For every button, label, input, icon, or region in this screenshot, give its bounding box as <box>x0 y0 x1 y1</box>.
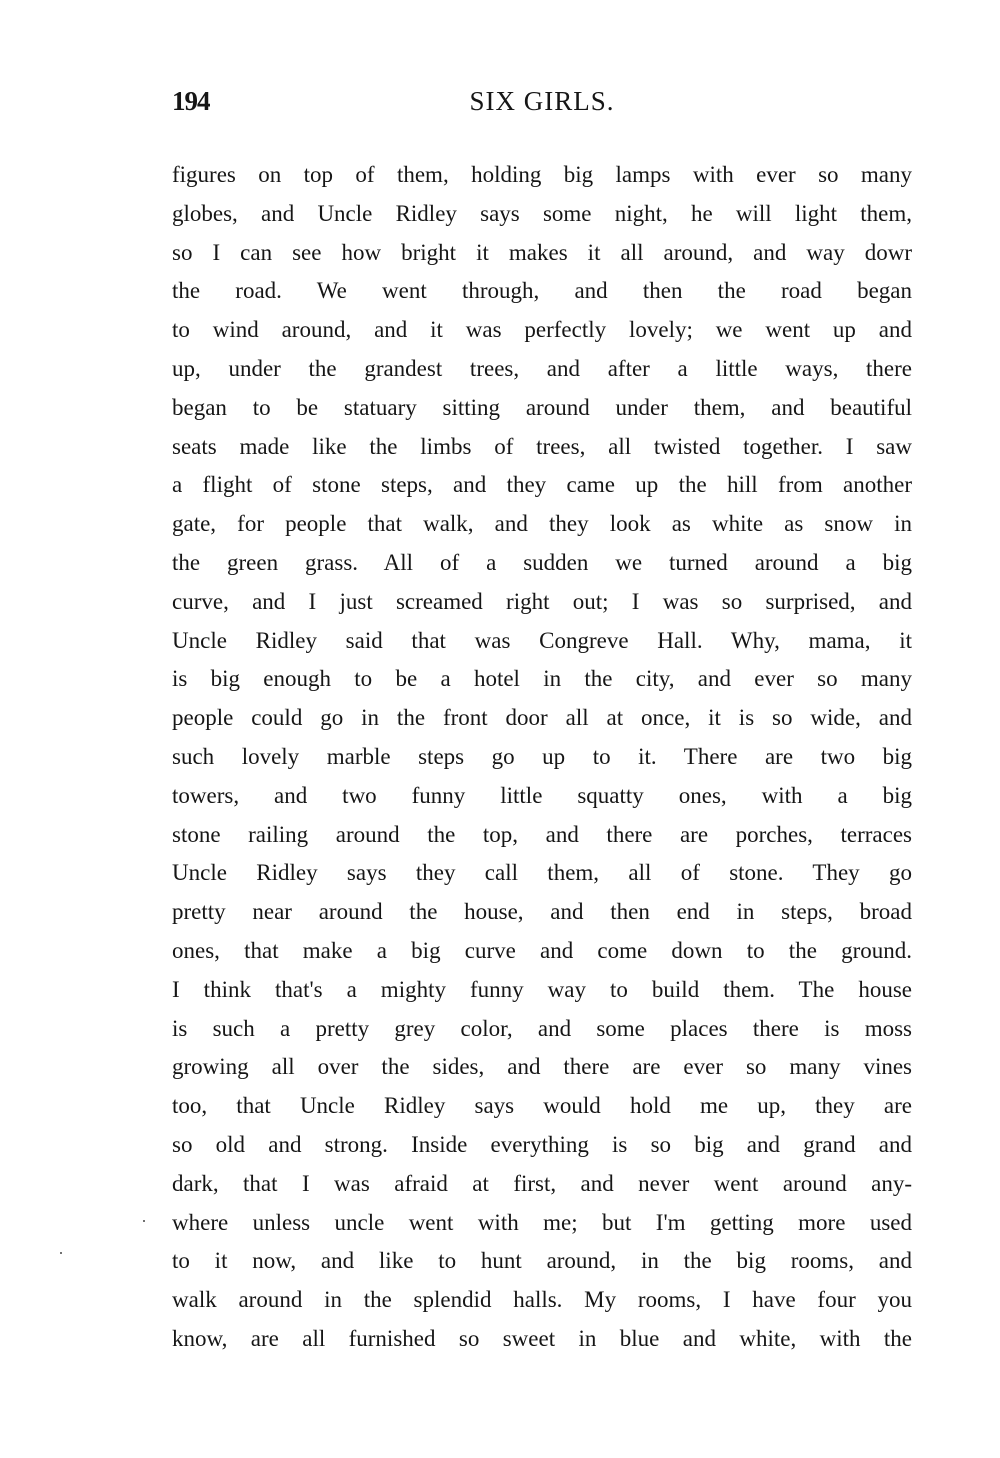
text-line: stone railing around the top, and there are porches, terraces <box>172 821 912 847</box>
text-line: to wind around, and it was perfectly lovely; we went up and <box>172 317 912 343</box>
text-line: Uncle Ridley says they call them, all of stone. They go <box>172 860 912 886</box>
text-line: figures on top of them, holding big lamps with ever so many <box>172 162 912 187</box>
page-header <box>172 86 912 130</box>
body-text <box>172 156 912 1359</box>
text-line: curve, and I just screamed right out; I was so surprised, and <box>172 588 912 614</box>
running-head: SIX GIRLS. <box>469 86 615 116</box>
text-line: globes, and Uncle Ridley says some night, he will light them, <box>172 200 912 226</box>
text-line: to it now, and like to hunt around, in the big rooms, and <box>172 1248 912 1274</box>
stray-mark <box>60 1252 62 1254</box>
text-line: ones, that make a big curve and come down to the ground. <box>172 937 912 963</box>
text-line: Uncle Ridley said that was Congreve Hall. Why, mama, it <box>172 627 912 653</box>
text-line: is big enough to be a hotel in the city, and ever so many <box>172 666 912 692</box>
text-line: people could go in the front door all at once, it is so wide, and <box>172 705 912 731</box>
text-line: a flight of stone steps, and they came up the hill from another <box>172 472 912 498</box>
text-line: dark, that I was afraid at first, and never went around any- <box>172 1170 912 1196</box>
text-line: know, are all furnished so sweet in blue and white, with the <box>172 1325 912 1351</box>
page-number: 194 <box>172 86 210 116</box>
text-line: growing all over the sides, and there are ever so many vines <box>172 1054 912 1080</box>
text-line: is such a pretty grey color, and some places there is moss <box>172 1015 912 1041</box>
text-line: walk around in the splendid halls. My rooms, I have four you <box>172 1287 912 1313</box>
text-line: I think that's a mighty funny way to build them. The house <box>172 976 912 1002</box>
text-line: where unless uncle went with me; but I'm getting more used <box>172 1209 912 1235</box>
text-line: towers, and two funny little squatty ones, with a big <box>172 782 912 808</box>
text-line: the road. We went through, and then the road began <box>172 278 912 304</box>
text-line: gate, for people that walk, and they look as white as snow in <box>172 511 912 537</box>
text-line: so I can see how bright it makes it all around, and way dowr <box>172 239 912 265</box>
text-line: so old and strong. Inside everything is so big and grand and <box>172 1131 912 1157</box>
text-line: up, under the grandest trees, and after a little ways, there <box>172 355 912 381</box>
text-line: the green grass. All of a sudden we turned around a big <box>172 549 912 575</box>
stray-mark <box>143 1220 145 1222</box>
text-line: began to be statuary sitting around under them, and beautiful <box>172 394 912 420</box>
text-line: pretty near around the house, and then end in steps, broad <box>172 899 912 925</box>
text-line: too, that Uncle Ridley says would hold me up, they are <box>172 1093 912 1119</box>
text-line: seats made like the limbs of trees, all twisted together. I saw <box>172 433 912 459</box>
text-line: such lovely marble steps go up to it. There are two big <box>172 743 912 769</box>
